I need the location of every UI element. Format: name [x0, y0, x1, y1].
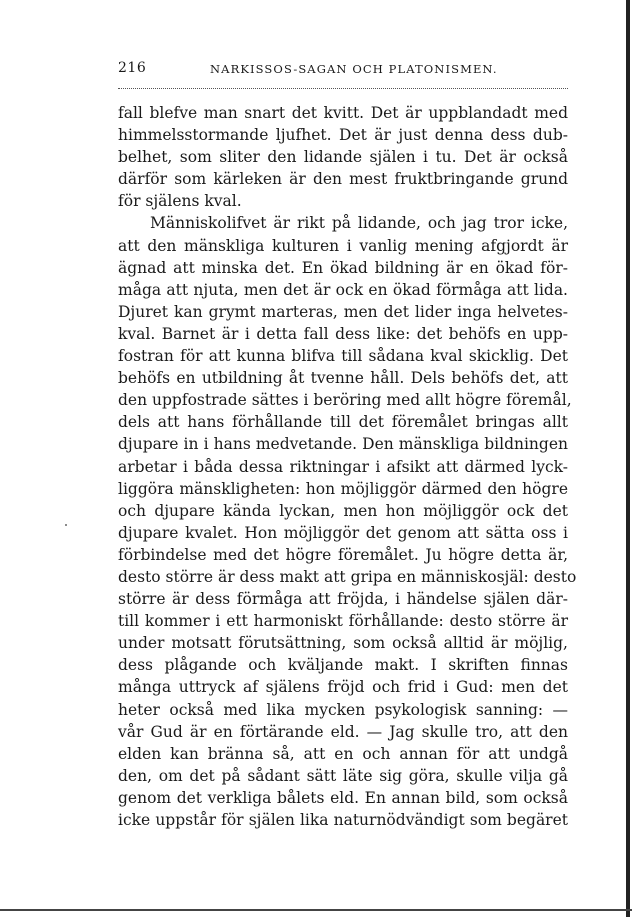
text-line: större är dess förmåga att fröjda, i händelse själen där- — [118, 590, 568, 609]
text-line: att den mänskliga kulturen i vanlig mening afgjordt är — [118, 236, 568, 255]
scan-speck — [65, 524, 67, 526]
text-line: förbindelse med det högre föremålet. Ju högre detta är, — [118, 545, 568, 564]
text-line: för själens kval. — [118, 192, 242, 211]
running-title: NARKISSOS-SAGAN OCH PLATONISMEN. — [210, 62, 498, 76]
text-line: ägnad att minska det. En ökad bildning är en ökad för- — [118, 258, 568, 277]
body-text — [118, 102, 577, 831]
header-rule — [118, 88, 568, 89]
page-edge-right — [626, 0, 630, 917]
text-line: vår Gud är en förtärande eld. — Jag skulle tro, att den — [118, 722, 568, 741]
text-line: den, om det på sådant sätt läte sig göra, skulle vilja gå — [118, 766, 568, 785]
text-line: dess plågande och kväljande makt. I skriften finnas — [118, 656, 568, 675]
page-header — [118, 60, 568, 82]
text-line: till kommer i ett harmoniskt förhållande: desto större är — [118, 612, 568, 631]
text-line: arbetar i båda dessa riktningar i afsikt att därmed lyck- — [118, 457, 568, 476]
text-line: himmelsstormande ljufhet. Det är just denna dess dub- — [118, 126, 568, 145]
text-line: behöfs en utbildning åt tvenne håll. Dels behöfs det, att — [118, 369, 568, 388]
text-line: djupare kvalet. Hon möjliggör det genom att sätta oss i — [118, 523, 568, 542]
text-line: belhet, som sliter den lidande själen i tu. Det är också — [118, 148, 568, 167]
page-number: 216 — [118, 60, 147, 76]
text-line: fall blefve man snart det kvitt. Det är uppblandadt med — [118, 104, 568, 122]
text-line: desto större är dess makt att gripa en människosjäl: desto — [118, 567, 577, 586]
text-line: många uttryck af själens fröjd och frid i Gud: men det — [118, 678, 568, 697]
text-line: och djupare kända lyckan, men hon möjliggör ock det — [118, 501, 568, 520]
text-line: fostran för att kunna blifva till sådana kval skicklig. Det — [118, 347, 568, 366]
text-line: måga att njuta, men det är ock en ökad förmåga att lida. — [118, 280, 568, 299]
text-line: därför som kärleken är den mest fruktbringande grund — [118, 170, 568, 189]
page-edge-bottom — [0, 909, 632, 911]
text-line: heter också med lika mycken psykologisk sanning: — — [118, 700, 568, 719]
text-line: djupare in i hans medvetande. Den mänskliga bildningen — [118, 435, 568, 454]
text-line: dels att hans förhållande till det föremålet bringas allt — [118, 413, 568, 432]
text-line: kval. Barnet är i detta fall dess like: det behöfs en upp- — [118, 324, 568, 343]
text-line: liggöra mänskligheten: hon möjliggör därmed den högre — [118, 479, 568, 498]
text-line: elden kan bränna så, att en och annan för att undgå — [118, 744, 568, 763]
text-line: icke uppstår för själen lika naturnödvändigt som begäret — [118, 811, 568, 829]
text-line: under motsatt förutsättning, som också alltid är möjlig, — [118, 634, 568, 653]
text-line: den uppfostrade sättes i beröring med allt högre föremål, — [118, 391, 572, 410]
text-line: genom det verkliga bålets eld. En annan bild, som också — [118, 788, 568, 807]
text-line: Djuret kan grymt marteras, men det lider inga helvetes- — [118, 302, 568, 321]
text-line: Människolifvet är rikt på lidande, och jag tror icke, — [150, 214, 568, 233]
